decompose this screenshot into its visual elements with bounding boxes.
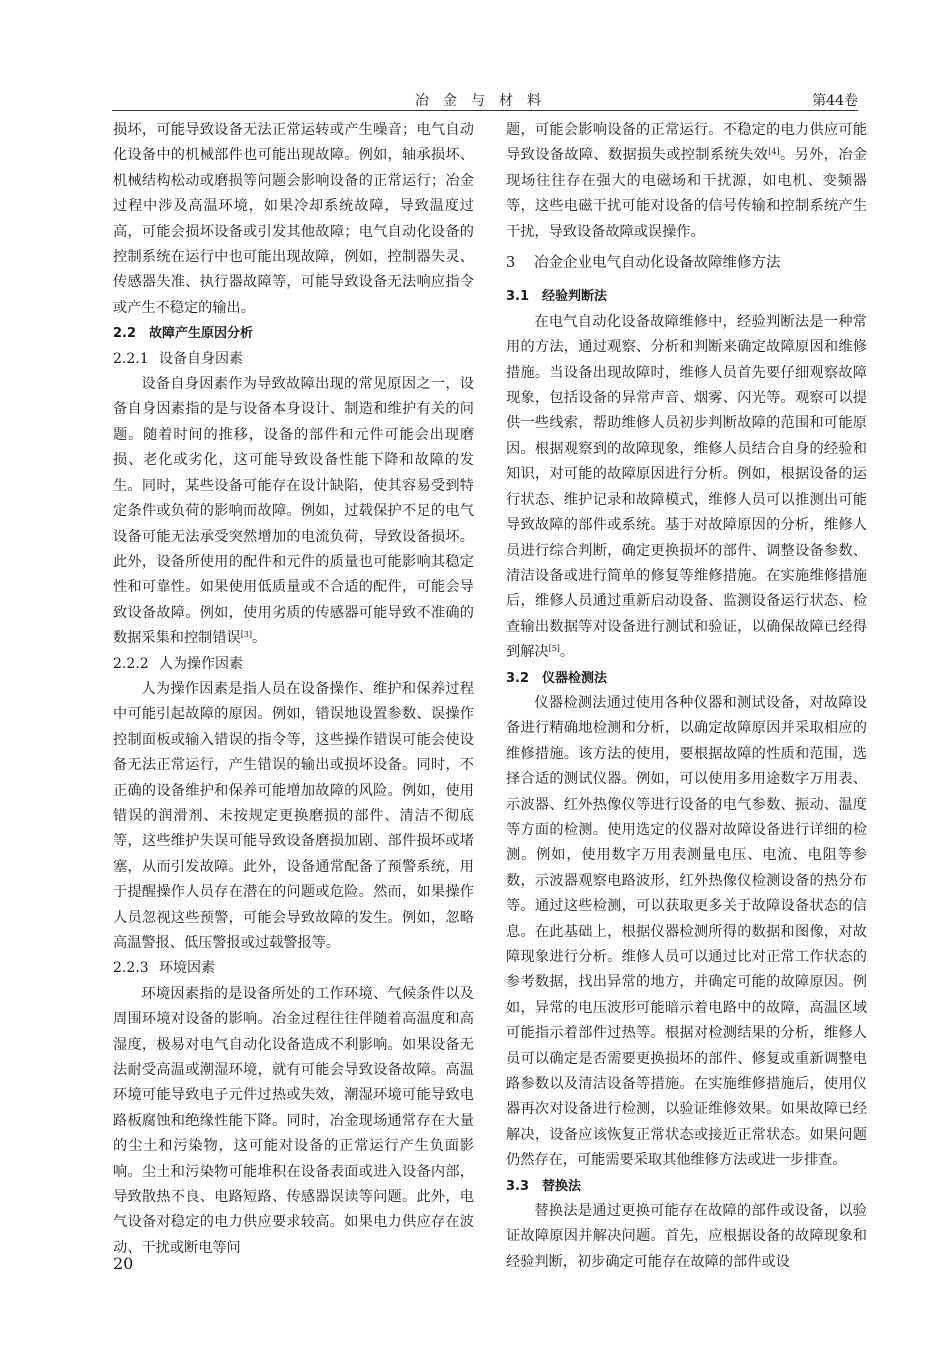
citation-ref[interactable]: [4] <box>768 147 780 157</box>
section-heading-2-2-1: 2.2.1 设备自身因素 <box>113 350 243 367</box>
section-heading-3-3: 3.3 替换法 <box>506 1178 582 1194</box>
page-number: 20 <box>113 1254 134 1273</box>
paragraph: 替换法是通过更换可能存在故障的部件或设备，以验证故障原因并解决问题。首先，应根据设备的故障现象和经验判断，初步确定可能存在故障的部件或设 <box>506 1203 867 1270</box>
left-column <box>113 118 474 1261</box>
journal-title: 冶金与材料 <box>415 93 555 109</box>
section-heading-3: 3 冶金企业电气自动化设备故障维修方法 <box>506 255 781 272</box>
section-heading-2-2-2: 2.2.2 人为操作因素 <box>113 655 243 672</box>
paragraph: 人为操作因素是指人员在设备操作、维护和保养过程中可能引起故障的原因。例如，错误地设置参数、误操作控制面板或输入错误的指令等，这些操作错误可能会使设备无法正常运行，产生错误的输出或损坏设备。同时，不正确的设备维护和保养可能增加故障的风险。例如，使用错误的润滑剂、未按规定更换磨损的部件、清洁不彻底等，这些维护失误可能导致设备磨损加剧、部件损坏或堵塞，从而引发故障。此外，设备通常配备了预警系统，用于提醒操作人员存在潜在的问题或危险。然而，如果操作人员忽视这些预警，可能会导致故障的发生。例如，忽略高温警报、低压警报或过载警报等。 <box>113 680 474 951</box>
paragraph: 仪器检测法通过使用各种仪器和测试设备，对故障设备进行精确地检测和分析，以确定故障原因并采取相应的维修措施。该方法的使用，要根据故障的性质和范围，选择合适的测试仪器。例如，可以使用多用途数字万用表、示波器、红外热像仪等进行设备的电气参数、振动、温度等方面的检测。使用选定的仪器对故障设备进行详细的检测。例如，使用数字万用表测量电压、电流、电阻等参数，示波器观察电路波形，红外热像仪检测设备的热分布等。通过这些检测，可以获取更多关于故障设备状态的信息。在此基础上，根据仪器检测所得的数据和图像，对故障现象进行分析。维修人员可以通过比对正常工作状态的参考数据，找出异常的地方，并确定可能的故障原因。例如，异常的电压波形可能暗示着电路中的故障，高温区域可能指示着部件过热等。根据对检测结果的分析，维修人员可以确定是否需要更换损坏的部件、修复或重新调整电路参数以及清洁设备等措施。在实施维修措施后，使用仪器再次对设备进行检测，以验证维修效果。如果故障已经解决，设备应该恢复正常状态或接近正常状态。如果问题仍然存在，可能需要采取其他维修方法或进一步排查。 <box>506 694 867 1169</box>
running-header <box>112 88 858 111</box>
volume-label: 第44卷 <box>812 93 858 109</box>
citation-ref[interactable]: [3] <box>240 630 253 640</box>
section-heading-3-1: 3.1 经验判断法 <box>506 289 608 305</box>
section-heading-2-2-3: 2.2.3 环境因素 <box>113 960 215 977</box>
citation-ref[interactable]: [5] <box>548 644 560 654</box>
paragraph: 环境因素指的是设备所处的工作环境、气候条件以及周围环境对设备的影响。冶金过程往往伴随着高温度和高湿度，极易对电气自动化设备造成不利影响。如果设备无法耐受高温或潮湿环境，就有可能会导致设备故障。高温环境可能导致电子元件过热或失效，潮湿环境可能导致电路板腐蚀和绝缘性能下降。同时，冶金现场通常存在大量的尘土和污染物，这可能对设备的正常运行产生负面影响。尘土和污染物可能堆积在设备表面或进入设备内部，导致散热不良、电路短路、传感器误读等问题。此外，电气设备对稳定的电力供应要求较高。如果电力供应存在波动、干扰或断电等问 <box>113 985 474 1256</box>
paragraph: 题，可能会影响设备的正常运行。不稳定的电力供应可能导致设备故障、数据损失或控制系统失效[4]。另外，冶金现场往往存在强大的电磁场和干扰源，如电机、变频器等，这些电磁干扰可能对设备的信号传输和控制系统产生干扰，导致设备故障或误操作。 <box>506 122 867 240</box>
paragraph: 损坏，可能导致设备无法正常运转或产生噪音；电气自动化设备中的机械部件也可能出现故障。例如，轴承损坏、机械结构松动或磨损等问题会影响设备的正常运行；冶金过程中涉及高温环境，如果冷却系统故障，导致温度过高，可能会损坏设备或引发其他故障；电气自动化设备的控制系统在运行中也可能出现故障，例如，控制器失灵、传感器失准、执行器故障等，可能导致设备无法响应指令或产生不稳定的输出。 <box>113 122 474 316</box>
section-heading-2-2: 2.2 故障产生原因分析 <box>113 326 254 342</box>
paragraph: 设备自身因素作为导致故障出现的常见原因之一，设备自身因素指的是与设备本身设计、制造和维护有关的问题。随着时间的推移，设备的部件和元件可能会出现磨损、老化或劣化，这可能导致设备性能下降和故障的发生。同时，某些设备可能存在设计缺陷，使其容易受到特定条件或负荷的影响而故障。例如，过载保护不足的电气设备可能无法承受突然增加的电流负荷，导致设备损坏。此外，设备所使用的配件和元件的质量也可能影响其稳定性和可靠性。如果使用低质量或不合适的配件，可能会导致设备故障。例如，使用劣质的传感器可能导致不准确的数据采集和控制错误[3]。 <box>113 376 474 647</box>
right-column <box>506 118 867 1275</box>
paragraph: 在电气自动化设备故障维修中，经验判断法是一种常用的方法，通过观察、分析和判断来确定故障原因和维修措施。当设备出现故障时，维修人员首先要仔细观察故障现象，包括设备的异常声音、烟雾、闪光等。观察可以提供一些线索，帮助维修人员初步判断故障的范围和可能原因。根据观察到的故障现象，维修人员结合自身的经验和知识，对可能的故障原因进行分析。例如，根据设备的运行状态、维护记录和故障模式，维修人员可以推测出可能导致故障的部件或系统。基于对故障原因的分析，维修人员进行综合判断，确定更换损坏的部件、调整设备参数、清洁设备或进行简单的修复等维修措施。在实施维修措施后，维修人员通过重新启动设备、监测设备运行状态、检查输出数据等对设备进行测试和验证，以确保故障已经得到解决[5]。 <box>506 313 867 661</box>
section-heading-3-2: 3.2 仪器检测法 <box>506 670 608 686</box>
